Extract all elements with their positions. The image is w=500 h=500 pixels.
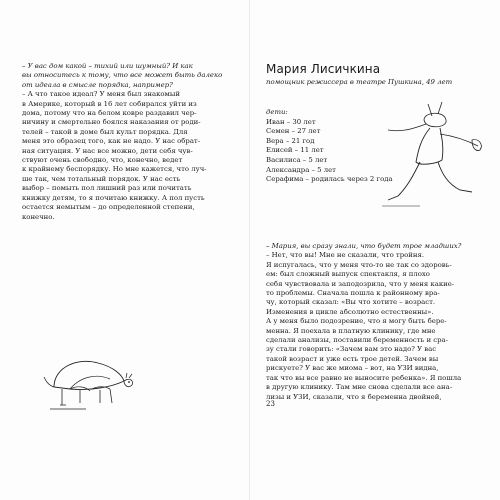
text-line: выбор – помыть пол лишний раз или почитать [22, 184, 192, 193]
text-line: себя чувствовала и заподозрила, что у меня какие- [266, 279, 455, 288]
text-line: чу, который сказал: «Вы что хотите – возраст. [266, 298, 436, 307]
child-entry: Серафима – родилась через 2 года [266, 175, 393, 184]
author-subtitle: помощник режиссера в театре Пушкина, 49 лет [266, 78, 453, 86]
figure-drawing [380, 100, 490, 210]
text-line: так что вы все равно не выносите ребенка». Я пошла [266, 373, 462, 382]
left-text-column [22, 62, 237, 222]
text-line: менна. Я поехала в платную клинику, где мне [266, 326, 436, 335]
child-entry: Александра – 5 лет [266, 165, 336, 174]
text-line: телей – такой в доме был культ порядка. Для [22, 127, 188, 136]
right-page [250, 0, 500, 500]
text-line: рискуете? У вас же миома – вот, на УЗИ видна, [266, 364, 439, 373]
text-line: книжку детям, то я почитаю книжку. А пол пусть [22, 193, 205, 202]
text-line: остается немытым – до определенной степени, [22, 203, 195, 212]
text-line: Я испугалась, что у меня что-то не так со здоровь- [266, 260, 452, 269]
text-line: зу стали говорить: «Зачем вам это надо? У вас [266, 345, 437, 354]
text-line: дома, потому что на белом ковре раздавил чер- [22, 109, 197, 118]
text-line: ствуют очень свободно, что, конечно, ведет [22, 156, 183, 165]
text-line: Изменения в цикле абсолютно естественны». [266, 307, 434, 316]
text-line: – У вас дом какой – тихий или шумный? И как [22, 62, 193, 70]
child-entry: Вера – 21 год [266, 136, 315, 145]
text-line: конечно. [22, 212, 55, 221]
children-list [266, 108, 393, 185]
author-name: Мария Лисичкина [266, 62, 381, 76]
text-line: А у меня было подозрение, что я могу быть бере- [266, 317, 447, 326]
text-line: – А что такое идеал? У меня был знакомый [22, 90, 180, 99]
text-line: – Нет, что вы! Мне не сказали, что тройня. [266, 251, 425, 260]
child-entry: Иван – 30 лет [266, 117, 316, 126]
text-line: к крайнему беспорядку. Но мне кажется, что луч- [22, 165, 207, 174]
text-line: такой возраст и уже есть трое детей. Зачем вы [266, 354, 439, 363]
child-entry: Семен – 27 лет [266, 127, 321, 136]
children-label: дети: [266, 108, 288, 116]
text-line: ше так, чем тотальный порядок. У нас есть [22, 174, 181, 183]
child-entry: Василиса – 5 лет [266, 155, 328, 164]
text-line: меня это образец того, как не надо. У нас обрат- [22, 137, 201, 146]
text-line: от идеала в смысле порядка, например? [22, 80, 173, 89]
right-text-column [266, 242, 481, 402]
mouse-drawing [40, 345, 140, 420]
text-line: ная ситуация. У нас все можно, дети себя чув- [22, 146, 193, 155]
text-line: ем: был сложный выпуск спектакля, я плохо [266, 270, 430, 279]
child-entry: Елисей – 11 лет [266, 146, 324, 155]
page-number: 23 [266, 400, 275, 408]
text-line: ничину и смертельно боялся наказания от роди- [22, 118, 201, 127]
text-line: вы относитесь к тому, что все может быть далеко [22, 71, 223, 80]
text-line: лизы и УЗИ, сказали, что я беременна двойней, [266, 392, 442, 401]
text-line: в другую клинику. Там мне снова сделали все ана- [266, 383, 453, 392]
text-line: – Мария, вы сразу знали, что будет трое младших? [266, 242, 462, 250]
text-line: в Америке, который в 16 лет собирался уйти из [22, 99, 197, 108]
text-line: то проблемы. Сначала пошла к районному вра- [266, 289, 440, 298]
text-line: сделали анализы, поставили беременность и сра- [266, 336, 448, 345]
